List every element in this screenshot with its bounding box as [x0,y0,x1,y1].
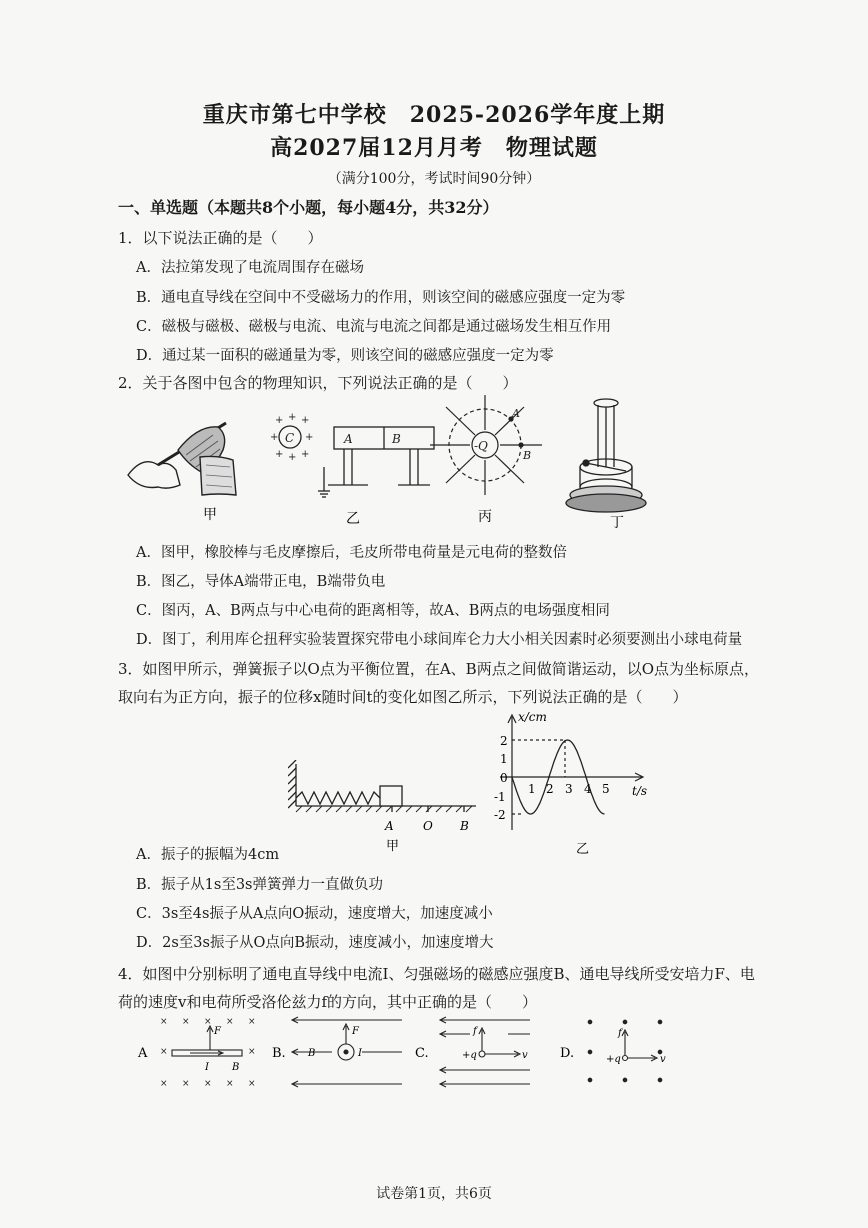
point-a-label: A [512,407,520,420]
graph-y-tick-0: 0 [500,771,508,785]
section-heading: 一、单选题（本题共8个小题，每小题4分，共32分） [118,198,499,217]
exam-subtitle: （满分100分，考试时间90分钟） [327,171,541,187]
graph-x-tick-3: 3 [565,782,573,796]
q4c-lorentz-label: f [473,1026,477,1037]
graph-x-tick-1: 1 [528,782,536,796]
q4-option-letter-b: B. [272,1046,286,1061]
svg-text:×: × [160,1079,168,1089]
svg-text:+: + [275,415,284,426]
question-1-stem: 1．以下说法正确的是（ ） [118,229,323,247]
svg-text:+: + [288,412,297,423]
question-4-stem-line1: 4．如图中分别标明了通电直导线中电流I、匀强磁场的磁感应强度B、通电导线所受安培力F、电 [118,965,755,983]
svg-text:×: × [160,1047,168,1057]
figure-yi-induction [270,412,434,497]
question-2-stem: 2．关于各图中包含的物理知识，下列说法正确的是（ ） [118,374,518,392]
svg-text:×: × [248,1079,256,1089]
question-3-stem-line1: 3．如图甲所示，弹簧振子以O点为平衡位置，在A、B两点之间做简谐运动，以O点为坐标原点， [118,660,759,678]
q4d-velocity-label: v [660,1054,666,1065]
question-3-stem-line2: 取向右为正方向，振子的位移x随时间t的变化如图乙所示，下列说法正确的是（ ） [118,688,688,706]
question-3-option-a: A．振子的振幅为4cm [136,847,280,863]
exam-title-line1: 重庆市第七中学校 2025-2026学年度上期 [202,102,666,128]
svg-text:+: + [275,449,284,460]
q4b-field-label: B [308,1048,316,1059]
q4b-force-label: F [352,1026,359,1037]
q4d-charge-label: +q [606,1054,621,1065]
q4a-field-label: B [232,1062,240,1073]
svg-text:+: + [301,449,310,460]
exam-title-line2: 高2027届12月月考 物理试题 [270,135,598,161]
svg-text:×: × [226,1079,234,1089]
q4c-velocity-label: v [522,1050,528,1061]
question-2-option-b: B．图乙，导体A端带正电，B端带负电 [136,574,386,590]
charge-c-label: C [285,431,295,445]
figure-jia-rubbing-rod [128,423,236,495]
figure-label-ding: 丁 [610,515,624,530]
spring-point-o: O [423,819,433,833]
q4-option-letter-d: D. [560,1046,575,1061]
point-b-label: B [523,449,532,462]
q4a-current-label: I [205,1062,209,1073]
question-4-stem-line2: 荷的速度v和电荷所受洛伦兹力f的方向，其中正确的是（ ） [118,993,538,1011]
svg-text:×: × [182,1079,190,1089]
graph-y-tick-1: 1 [500,752,508,766]
svg-text:+: + [288,452,297,463]
graph-x-tick-4: 4 [584,782,592,796]
question-1-option-d: D．通过某一面积的磁通量为零，则该空间的磁感应强度一定为零 [136,348,554,364]
question-4-figures [130,1012,710,1092]
question-2-option-a: A．图甲，橡胶棒与毛皮摩擦后，毛皮所带电荷量是元电荷的整数倍 [136,545,567,561]
svg-text:+: + [305,432,314,443]
q4-figure-d [588,1020,662,1082]
question-3-option-b: B．振子从1s至3s弹簧弹力一直做负功 [136,877,383,893]
q4a-force-label: F [214,1026,221,1037]
spring-point-b: B [460,819,469,833]
svg-text:+: + [301,415,310,426]
spring-point-a: A [385,819,394,833]
q4d-lorentz-label: f [618,1028,622,1039]
question-3-option-c: C．3s至4s振子从A点向O振动，速度增大，加速度减小 [136,906,493,922]
q4-option-letter-a: A [138,1046,148,1061]
graph-y-tick-2: 2 [500,734,508,748]
figure-ding-torsion-balance [566,399,646,512]
figure-label-jia: 甲 [203,507,217,523]
svg-text:×: × [182,1017,190,1027]
graph-x-tick-5: 5 [602,782,610,796]
q4-option-letter-c: C. [415,1046,429,1061]
svg-text:×: × [248,1047,256,1057]
svg-text:+: + [270,432,279,443]
question-3-xt-graph [490,705,670,860]
q4b-current-label: I [358,1048,362,1059]
q4-figure-c [440,1017,530,1087]
q4-figure-a [160,1017,256,1089]
question-3-option-d: D．2s至3s振子从O点向B振动，速度减小，加速度增大 [136,935,494,951]
graph-y-tick-neg2: -2 [494,808,506,822]
question-1-option-c: C．磁极与磁极、磁极与电流、电流与电流之间都是通过磁场发生相互作用 [136,319,612,335]
graph-x-axis-label: t/s [632,784,648,798]
figure-label-yi: 乙 [346,511,360,527]
graph-y-tick-neg1: -1 [494,790,506,804]
svg-text:×: × [248,1017,256,1027]
figure-bing-field [430,395,542,495]
question-2-figures [118,395,678,530]
question-2-option-c: C．图丙，A、B两点与中心电荷的距离相等，故A、B两点的电场强度相同 [136,603,610,619]
question-1-option-a: A．法拉第发现了电流周围存在磁场 [136,260,364,276]
page-footer: 试卷第1页，共6页 [376,1186,492,1202]
svg-text:×: × [204,1079,212,1089]
svg-text:×: × [226,1017,234,1027]
graph-x-tick-2: 2 [546,782,554,796]
svg-text:×: × [160,1017,168,1027]
question-3-spring-figure [288,760,488,855]
svg-text:×: × [204,1017,212,1027]
question-1-option-b: B．通电直导线在空间中不受磁场力的作用，则该空间的磁感应强度一定为零 [136,290,626,306]
conductor-b-label: B [392,432,401,446]
question-2-option-d: D．图丁，利用库仑扭秤实验装置探究带电小球间库仑力大小相关因素时必须要测出小球电荷量 [136,632,743,648]
q4c-charge-label: +q [462,1050,477,1061]
figure-label-yi-q3: 乙 [576,842,590,857]
figure-label-bing: 丙 [478,509,492,525]
figure-label-jia-q3: 甲 [386,839,400,854]
conductor-a-label: A [344,432,353,446]
charge-neg-q-label: -Q [474,439,488,453]
graph-y-axis-label: x/cm [518,710,547,724]
